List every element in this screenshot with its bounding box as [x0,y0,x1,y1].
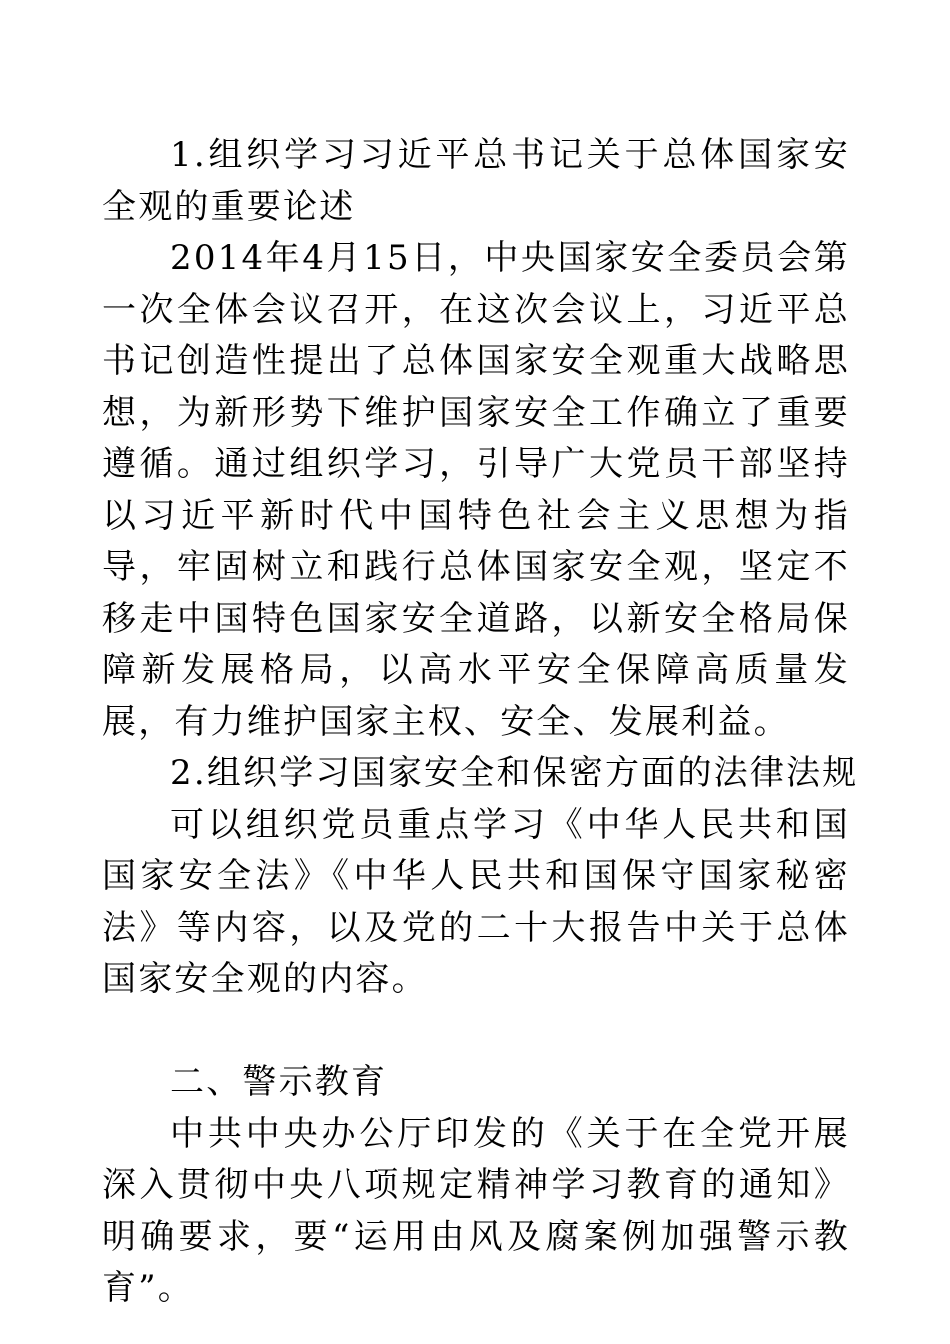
section2-body: 中共中央办公厅印发的《关于在全党开展深入贯彻中央八项规定精神学习教育的通知》明确要求，要“运用由风及腐案例加强警示教育”。 [102,1113,850,1308]
item2-body: 可以组织党员重点学习《中华人民共和国国家安全法》《中华人民共和国保守国家秘密法》等内容，以及党的二十大报告中关于总体国家安全观的内容。 [102,804,850,999]
document-page [102,130,859,1315]
item1-body: 2014年4月15日，中央国家安全委员会第一次全体会议召开，在这次会议上，习近平总书记创造性提出了总体国家安全观重大战略思想，为新形势下维护国家安全工作确立了重要遵循。通过组织学习，引导广大党员干部坚持以习近平新时代中国特色社会主义思想为指导，牢固树立和践行总体国家安全观，坚定不移走中国特色国家安全道路，以新安全格局保障新发展格局，以高水平安全保障高质量发展，有力维护国家主权、安全、发展利益。 [102,238,850,742]
section2-heading: 二、警示教育 [170,1062,388,1102]
section-spacer [102,1006,850,1058]
item1-heading: 1.组织学习习近平总书记关于总体国家安全观的重要论述 [102,135,850,227]
item2-heading: 2.组织学习国家安全和保密方面的法律法规 [170,753,859,793]
